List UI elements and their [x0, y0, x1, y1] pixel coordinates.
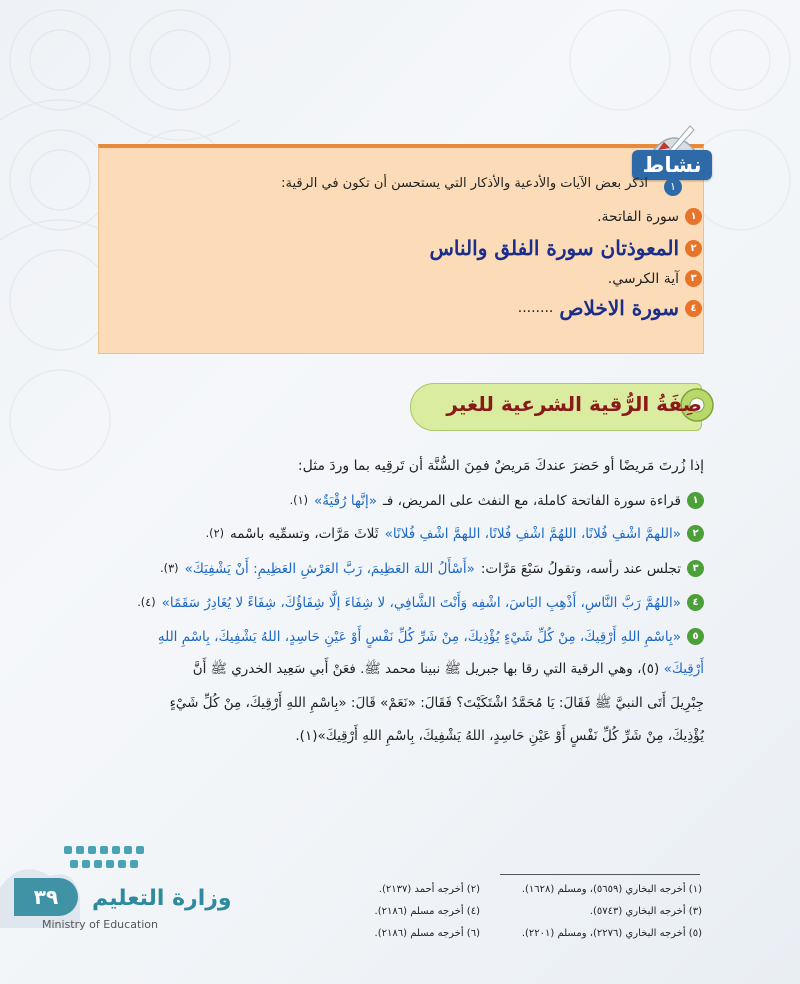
- activity-badge-title: نشاط: [632, 150, 712, 180]
- list-item: [160, 560, 704, 577]
- footnote-ref: (٤).: [137, 596, 156, 609]
- ministry-logo-icon: [60, 840, 160, 880]
- ministry-name-english: Ministry of Education: [42, 918, 159, 931]
- list-item-text: قراءة سورة الفاتحة كاملة، مع النفث على المريض، فـ: [382, 492, 681, 509]
- list-item-number: ٢: [687, 525, 704, 542]
- activity-item-number: ١: [685, 208, 702, 225]
- page-number: ٣٩: [14, 878, 78, 916]
- list-item: [158, 628, 704, 645]
- footnote-ref: (٣).: [160, 562, 179, 575]
- list-item-number: ١: [687, 492, 704, 509]
- list-item-quote: «إنَّها رُقْيَةٌ»: [314, 492, 377, 509]
- list-item-quote: «بِاسْمِ اللهِ أَرْقِيكَ، مِنْ كُلِّ شَيْءٍ يُؤْذِيكَ، مِنْ شَرِّ كُلِّ نَفْسٍ أَوْ عَيْنِ حَاسِدٍ، اللهُ يَشْفِيكَ، بِاسْمِ اللهِ: [157, 628, 681, 645]
- footnote-divider: [500, 874, 700, 875]
- list-item-text: (٥)، وهي الرقية التي رقا بها جبريل ﷺ نبينا محمد ﷺ. فعَنْ أَبي سَعِيد الخدري ﷺ أَنَّ: [192, 661, 660, 677]
- activity-prompt: اذكر بعض الآيات والأدعية والأذكار التي يستحسن أن تكون في الرقية:: [281, 176, 648, 191]
- list-item: [206, 525, 704, 542]
- list-item-quote: أَرْقِيكَ»: [663, 661, 704, 677]
- paragraph-line: جِبْرِيلَ أَتَى النبيَّ ﷺ فَقَالَ: يَا مُحَمَّدُ اشْتَكَيْتَ؟ فَقَالَ: «نَعَمْ» قَالَ: «بِاسْمِ اللهِ أَرْقِيكَ، مِنْ كُلِّ شَيْءٍ: [169, 695, 704, 711]
- list-item: [290, 492, 704, 509]
- footnote-ref: (١).: [289, 494, 309, 507]
- list-item: [137, 594, 704, 611]
- footnote: (٣) أخرجه البخاري (٥٧٤٣).: [589, 906, 702, 917]
- list-item-quote: «أَسْأَلُ اللهَ العَظِيمَ، رَبَّ العَرْشِ العَظِيمِ: أَنْ يَشْفِيَكَ»: [184, 560, 475, 577]
- activity-item-text: آية الكرسي.: [607, 270, 679, 287]
- activity-item: [597, 208, 702, 225]
- footnote: (١) أخرجه البخاري (٥٦٥٩)، ومسلم (١٦٢٨).: [521, 884, 702, 895]
- activity-item: [430, 236, 702, 260]
- activity-item-number: ٢: [685, 240, 702, 257]
- list-item-number: ٣: [687, 560, 704, 577]
- activity-item: [518, 296, 702, 320]
- list-item-quote: «اللهُمَّ رَبَّ النَّاسِ، أَذْهِبِ البَاسَ، اشْفِه وَأَنْتَ الشَّافِي، لا شِفَاءَ إلَّا شِفَاؤُكَ، شِفَاءً لا يُغَادِرُ سَقَمًا»: [161, 594, 681, 611]
- activity-item: [608, 270, 702, 287]
- list-item-text: تجلس عند رأسه، وتقولُ سَبْعَ مَرَّات:: [480, 560, 681, 577]
- list-item-number: ٤: [687, 594, 704, 611]
- activity-item-dots: ........: [517, 300, 554, 316]
- section-intro: إذا زُرتَ مَريضًا أو حَضرَ عندكَ مَريضٌ فمِنَ السُّنَّة أن تَرقِيه بما وردَ مثل:: [297, 458, 704, 474]
- activity-item-text: سورة الفاتحة.: [597, 208, 679, 225]
- footnote: (٥) أخرجه البخاري (٢٢٧٦)، ومسلم (٢٢٠١).: [521, 928, 702, 939]
- activity-item-number: ٣: [685, 270, 702, 287]
- paragraph-line: يُؤْذِيكَ، مِنْ شَرِّ كُلِّ نَفْسٍ أَوْ عَيْنِ حَاسِدٍ، اللهُ يَشْفِيكَ، بِاسْمِ اللهِ أَرْقِيكَ»(١).: [295, 728, 704, 744]
- activity-answer-handwritten: سورة الاخلاص: [559, 296, 679, 320]
- list-item-text: ثَلاثَ مَرَّات، وتسمِّيه باسْمه: [230, 525, 379, 542]
- activity-badge-number: ١: [664, 178, 682, 196]
- ministry-name-arabic: وزارة التعليم: [92, 886, 232, 911]
- activity-item-number: ٤: [685, 300, 702, 317]
- footnote: (٤) أخرجه مسلم (٢١٨٦).: [374, 906, 480, 917]
- paragraph-line: [193, 660, 704, 680]
- list-item-quote: «اللهمَّ اشْفِ فُلانًا، اللهُمَّ اشْفِ فُلانًا، اللهمَّ اشْفِ فُلانًا»: [384, 525, 681, 542]
- footnote-ref: (٢).: [205, 527, 224, 540]
- list-item-number: ٥: [687, 628, 704, 645]
- activity-answer-handwritten: المعوذتان سورة الفلق والناس: [429, 236, 679, 260]
- footnote: (٦) أخرجه مسلم (٢١٨٦).: [374, 928, 480, 939]
- footnote: (٢) أخرجه أحمد (٢١٣٧).: [378, 884, 480, 895]
- section-heading: صِفَةُ الرُّقية الشرعية للغير: [446, 392, 702, 416]
